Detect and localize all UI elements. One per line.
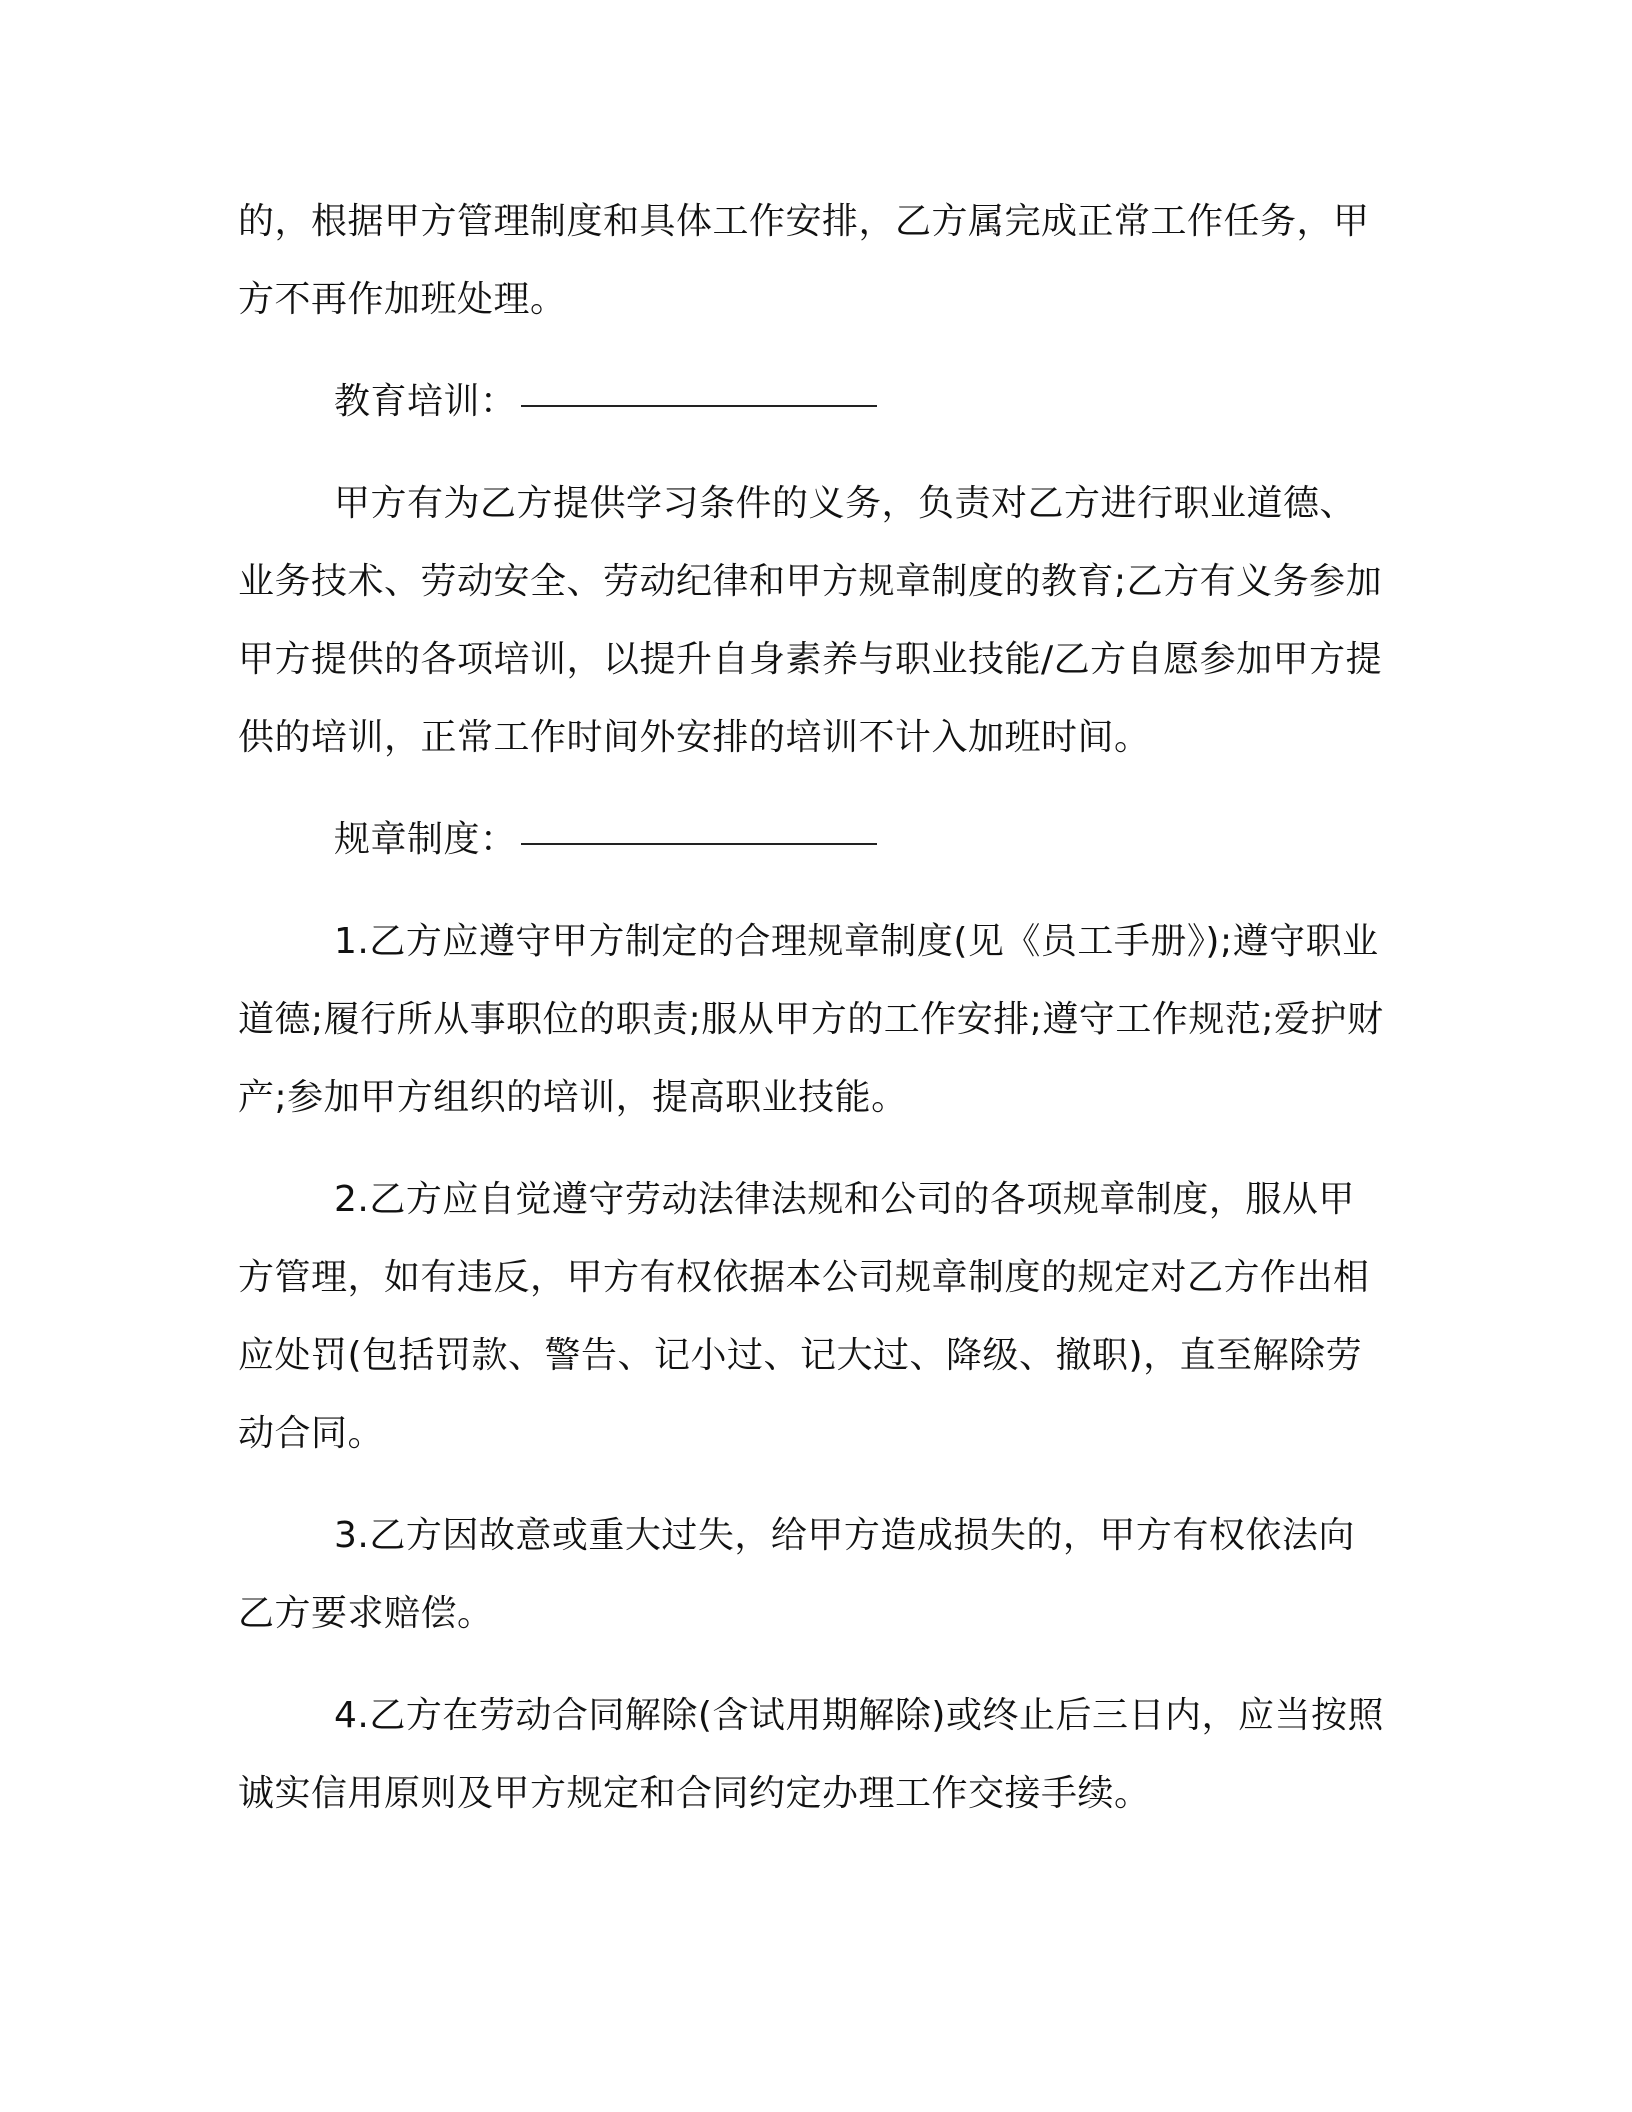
paragraph-rule-1: 1.乙方应遵守甲方制定的合理规章制度(见《员工手册》);遵守职业道德;履行所从事职位的职责;服从甲方的工作安排;遵守工作规范;爱护财产;参加甲方组织的培训，提高职业技能。 — [238, 921, 1384, 1118]
rules-blank-line — [521, 803, 877, 845]
rules-field-line — [238, 801, 1388, 879]
paragraph-rule-4: 4.乙方在劳动合同解除(含试用期解除)或终止后三日内，应当按照诚实信用原则及甲方规定和合同约定办理工作交接手续。 — [238, 1695, 1384, 1814]
training-field-label: 教育培训： — [334, 381, 517, 422]
paragraph-training: 甲方有为乙方提供学习条件的义务，负责对乙方进行职业道德、业务技术、劳动安全、劳动纪律和甲方规章制度的教育;乙方有义务参加甲方提供的各项培训，以提升自身素养与职业技能/乙方自愿参加甲方提供的培训，正常工作时间外安排的培训不计入加班时间。 — [238, 483, 1383, 758]
rules-field-label: 规章制度： — [334, 819, 517, 860]
training-blank-line — [521, 365, 877, 407]
paragraph-rule-3: 3.乙方因故意或重大过失，给甲方造成损失的，甲方有权依法向乙方要求赔偿。 — [238, 1515, 1355, 1634]
document-body — [238, 183, 1388, 1833]
paragraph-continuation: 的，根据甲方管理制度和具体工作安排，乙方属完成正常工作任务，甲方不再作加班处理。 — [238, 201, 1370, 320]
training-field-line — [238, 363, 1388, 441]
paragraph-rule-2: 2.乙方应自觉遵守劳动法律法规和公司的各项规章制度，服从甲方管理，如有违反，甲方有权依据本公司规章制度的规定对乙方作出相应处罚(包括罚款、警告、记小过、记大过、降级、撤职)，直至解除劳动合同。 — [238, 1179, 1370, 1454]
